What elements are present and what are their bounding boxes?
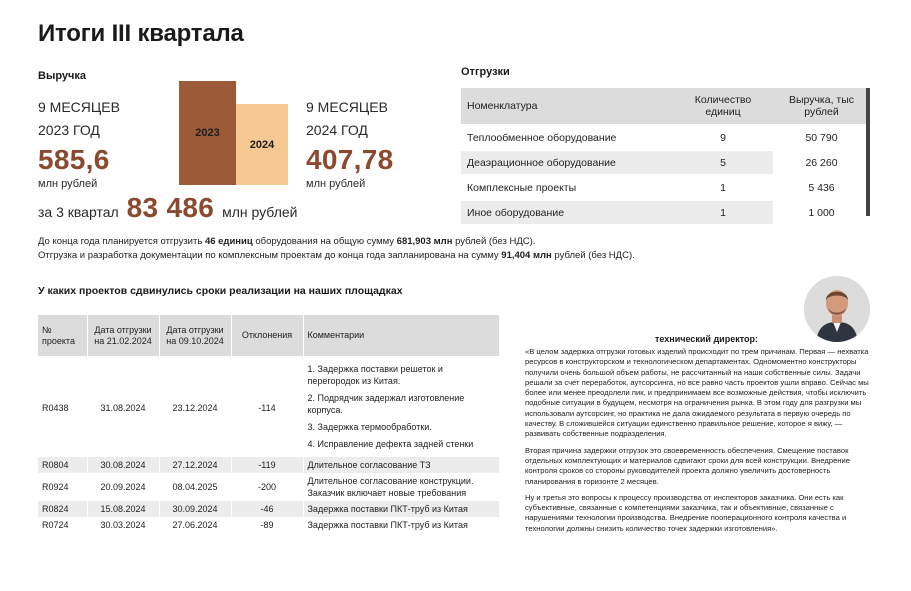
info-line-2 [38,250,778,261]
table-row [38,517,500,533]
project-date2: 08.04.2025 [159,473,231,501]
person-icon [804,276,870,342]
info2-a: Отгрузка и разработка документации по комплексным проектам до конца года запланирована на сумму [38,250,502,261]
project-id: R0824 [38,501,87,517]
shipment-revenue: 26 260 [773,150,870,175]
project-comments: Длительное согласование конструкции. Заказчик включает новые требования [303,473,500,501]
comment-item: 3. Задержка термообработки. [307,422,432,432]
info2-sum: 91,404 млн [501,250,552,261]
project-date1: 20.09.2024 [87,473,159,501]
projects-header-id: № проекта [38,315,87,357]
shipments-header-nomenclature: Номенклатура [461,88,673,125]
info1-sum: 681,903 млн [396,236,453,247]
table-row [461,175,870,200]
shipment-revenue: 50 790 [773,125,870,150]
revenue-label: Выручка [38,70,87,82]
shipment-name: Деаэрационное оборудование [461,150,673,175]
quote-paragraph-2: Вторая причина задержки отгрузок это своевременность обеспечения. Смещение поставок отдельных комплектующих и материалов сдвигают сроки для всей конструкции. Внедрение контроля сроков со стороны руководителей проекта должно увеличить достоверность планирования в горизонте 2 месяцев. [525,445,850,486]
info-line-1 [38,236,778,247]
projects-header-deviation: Отклонения [231,315,303,357]
q3-unit: млн рублей [222,204,298,220]
shipment-name: Теплообменное оборудование [461,125,673,150]
info2-c: рублей (без НДС). [551,250,635,261]
shipments-header-revenue: Выручка, тыс рублей [773,88,870,125]
shipment-name: Комплексные проекты [461,175,673,200]
shipment-qty: 1 [673,175,773,200]
shipments-right-border [866,88,870,216]
projects-header-date2: Дата отгрузки на 09.10.2024 [159,315,231,357]
table-row [38,473,500,501]
comment-item: 2. Подрядчик задержал изготовление корпуса. [307,393,465,415]
projects-header-date1: Дата отгрузки на 21.02.2024 [87,315,159,357]
shipment-qty: 9 [673,125,773,150]
project-date1: 30.03.2024 [87,517,159,533]
projects-title: У каких проектов сдвинулись сроки реализации на наших площадках [38,285,403,297]
quote-author-title: технический директор: [655,334,758,344]
revenue-2024-value: 407,78 [306,144,394,175]
project-id: R0804 [38,457,87,473]
shipments-header-row [461,88,870,125]
info1-e: рублей (без НДС). [452,236,536,247]
project-deviation: -200 [231,473,303,501]
bar-2023 [179,81,236,185]
quote-paragraph-3: Ну и третья это вопросы к процессу производства от инспекторов заказчика. Они есть как субъективные, связанные с компетенциями заказчика, так и объективные, связанные с нарушениями технологии производства. Внедрение пооперационного контроля качества и технологии должны снизить количество точек задержки изготовления». [525,492,847,533]
bar-2024-label: 2024 [249,138,275,151]
project-deviation: -46 [231,501,303,517]
shipment-qty: 5 [673,150,773,175]
project-comments: Задержка поставки ПКТ-труб из Китая [303,517,500,533]
project-comments: Задержка поставки ПКТ-труб из Китая [303,501,500,517]
project-date2: 30.09.2024 [159,501,231,517]
projects-header-row [38,315,500,357]
comment-item: 4. Исправление дефекта задней стенки [307,439,474,449]
period-2023 [38,96,120,142]
project-comments: Длительное согласование ТЗ [303,457,500,473]
projects-header-comments: Комментарии [303,315,500,357]
shipments-header-qty: Количество единиц [673,88,773,125]
q3-value: 83 486 [126,192,215,223]
info1-a: До конца года планируется отгрузить [38,236,205,247]
project-date2: 23.12.2024 [159,357,231,457]
shipments-title: Отгрузки [461,66,510,78]
bar-2024 [236,104,288,185]
project-date2: 27.12.2024 [159,457,231,473]
q3-summary [38,192,297,224]
director-quote [525,347,877,540]
revenue-2023-unit: млн рублей [38,178,98,190]
period-2023-line1: 9 МЕСЯЦЕВ [38,99,120,115]
info1-c: оборудования на общую сумму [252,236,397,247]
project-comments [303,357,500,457]
shipment-revenue: 5 436 [773,175,870,200]
table-row [461,150,870,175]
project-date2: 27.06.2024 [159,517,231,533]
projects-table [38,315,500,533]
comment-item: 1. Задержка поставки решеток и перегородок из Китая. [307,364,443,386]
project-deviation: -89 [231,517,303,533]
bar-2023-label: 2023 [195,127,220,139]
info1-units: 46 единиц [204,236,253,247]
period-2024-line1: 9 МЕСЯЦЕВ [306,99,388,115]
project-date1: 30.08.2024 [87,457,159,473]
table-row [38,357,500,457]
project-id: R0438 [38,357,87,457]
q3-prefix: за 3 квартал [38,204,119,220]
table-row [38,457,500,473]
revenue-2023-value: 585,6 [38,144,110,175]
revenue-2024-unit: млн рублей [306,178,366,190]
shipment-revenue: 1 000 [773,200,870,225]
period-2024-line2: 2024 ГОД [306,122,368,138]
project-date1: 31.08.2024 [87,357,159,457]
period-2023-line2: 2023 ГОД [38,122,100,138]
project-id: R0724 [38,517,87,533]
page-title: Итоги III квартала [38,20,244,47]
quote-paragraph-1: «В целом задержка отгрузки готовых изделий происходит по трем причинам. Первая — нехватка ресурсов в конструкторском и технологическом департаментах. Одномоментно конструкторы получили очень большой объем работы, не рассчитанный на наши собственные силы. Задачи решали за счет переработок, аутсорсинга, но все равно часть проектов ушли вправо. Сейчас мы более или менее преодолели пик, и предпринимаем все возможные действия, чтобы исключить подобные ситуации в будущем, несмотря на ограничения рынка. В этом году для разгрузки мы использовали аутсорсинг, но практика не дала ожидаемого результата в первую очередь по качеству. В сложившейся ситуации единственно правильное решение, которое я вижу, — развивать собственные подразделения. [525,347,869,439]
project-id: R0924 [38,473,87,501]
shipment-name: Иное оборудование [461,200,673,225]
table-row [461,200,870,225]
director-portrait [804,276,870,342]
period-2024 [306,96,388,142]
table-row [461,125,870,150]
project-deviation: -119 [231,457,303,473]
project-date1: 15.08.2024 [87,501,159,517]
shipment-qty: 1 [673,200,773,225]
table-row [38,501,500,517]
shipments-table [461,88,870,226]
project-deviation: -114 [231,357,303,457]
